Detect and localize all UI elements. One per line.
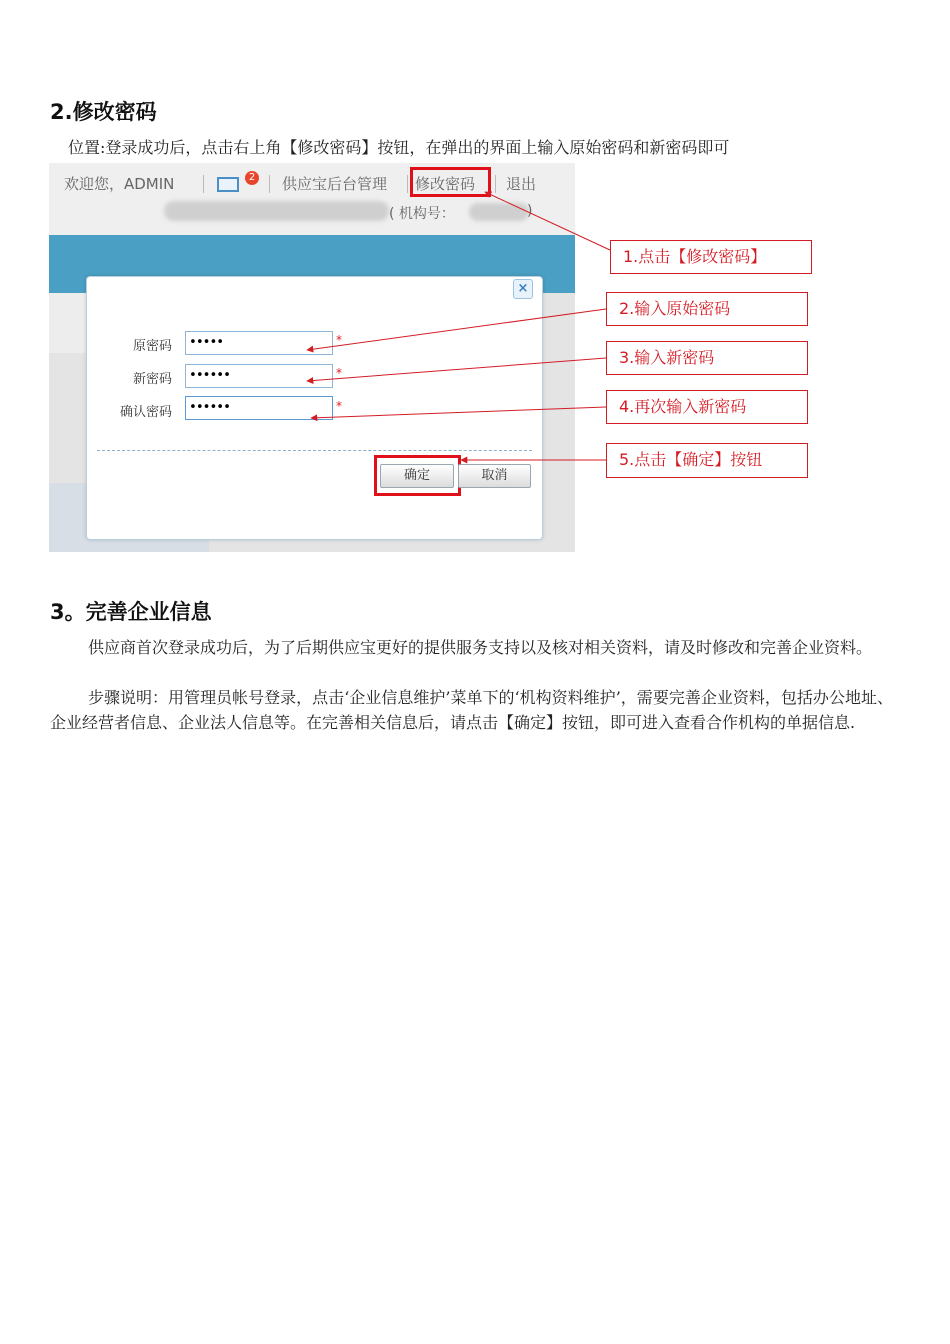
section-heading-company-info: 3。完善企业信息 (50, 600, 212, 624)
required-mark: * (336, 366, 342, 380)
location-text: 位置:登录成功后，点击右上角【修改密码】按钮，在弹出的界面上输入原始密码和新密码即可 (68, 138, 730, 157)
welcome-text: 欢迎您，ADMIN (64, 175, 175, 193)
paragraph-intro: 供应商首次登录成功后，为了后期供应宝更好的提供服务支持以及核对相关资料，请及时修改和完善企业资料。 (88, 638, 873, 657)
callout-4: 4.再次输入新密码 (606, 390, 808, 424)
old-password-input[interactable]: ••••• (185, 331, 333, 355)
cancel-button[interactable]: 取消 (458, 464, 531, 488)
callout-5: 5.点击【确定】按钮 (606, 443, 808, 478)
org-label: ( 机构号： (389, 206, 455, 222)
close-icon[interactable]: × (513, 279, 533, 299)
callout-1: 1.点击【修改密码】 (610, 240, 812, 274)
confirm-password-input[interactable]: •••••• (185, 396, 333, 420)
callout-line-1 (485, 192, 610, 250)
callout-line-3 (307, 358, 606, 381)
required-mark: * (336, 399, 342, 413)
field-label-confirm-password: 确认密码 (119, 405, 172, 420)
field-label-new-password: 新密码 (132, 372, 172, 387)
mail-badge: 2 (245, 171, 259, 185)
org-close: ) (527, 203, 533, 219)
callout-line-2 (307, 309, 606, 350)
required-mark: * (336, 333, 342, 347)
logout-link[interactable]: 退出 (506, 175, 537, 193)
confirm-button[interactable]: 确定 (380, 464, 454, 488)
backend-link[interactable]: 供应宝后台管理 (282, 175, 388, 193)
callout-2: 2.输入原始密码 (606, 292, 808, 326)
callout-line-4 (311, 407, 606, 418)
new-password-input[interactable]: •••••• (185, 364, 333, 388)
paragraph-steps: 步骤说明：用管理员帐号登录，点击‘企业信息维护’菜单下的‘机构资料维护’，需要完善企业资料，包括办公地址、企业经营者信息、企业法人信息等。在完善相关信息后，请点击【确定】按钮，即可进入查看合作机构的单据信息. (50, 688, 893, 732)
callout-3: 3.输入新密码 (606, 341, 808, 375)
field-label-old-password: 原密码 (132, 339, 172, 354)
change-password-link[interactable]: 修改密码 (415, 175, 476, 193)
section-heading-change-password: 2.修改密码 (50, 100, 157, 124)
